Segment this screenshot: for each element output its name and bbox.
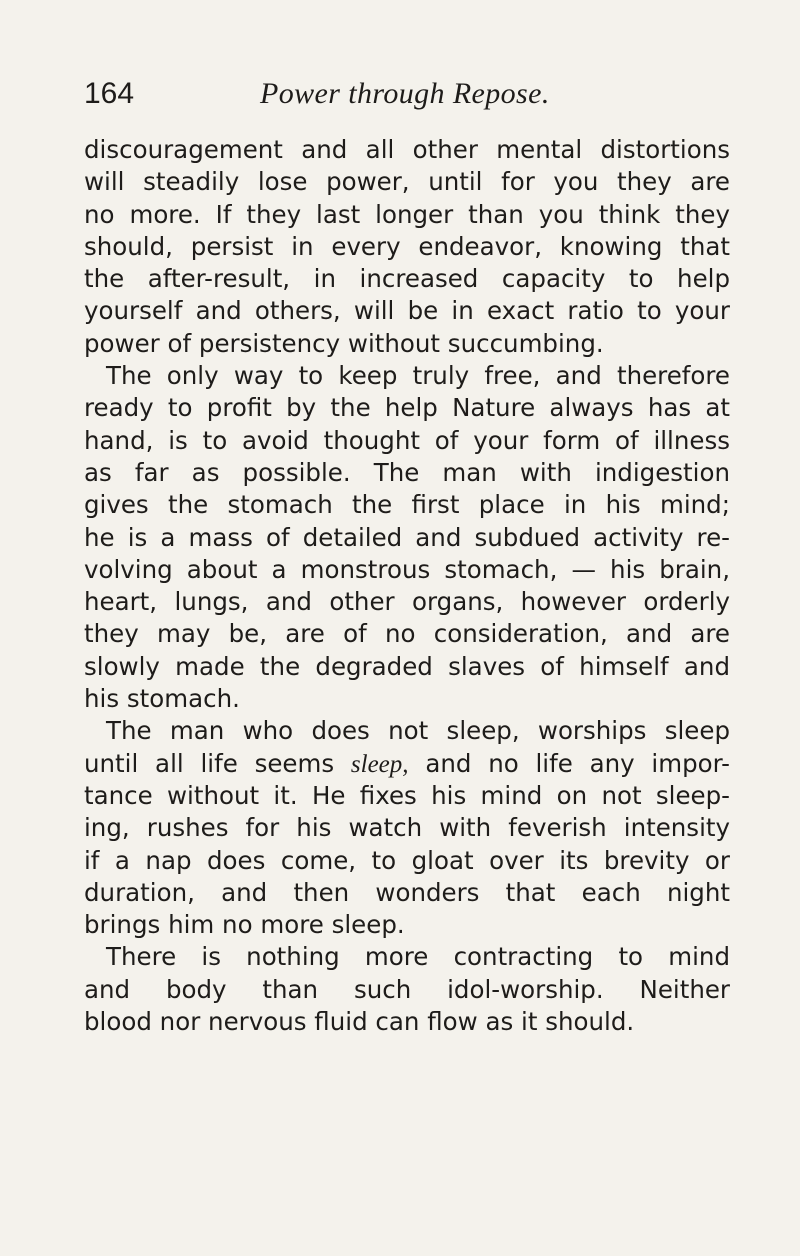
page-number: 164 (84, 77, 135, 110)
text-line: the after-result, in increased capacity to help (84, 264, 730, 294)
text-line: ing, rushes for his watch with feverish intensity (84, 813, 730, 843)
text-line: tance without it. He fixes his mind on not sleep- (84, 780, 730, 810)
text-line: There is nothing more contracting to mind (106, 942, 730, 972)
text-line: they may be, are of no consideration, and are (84, 619, 730, 649)
page-header (84, 70, 716, 118)
text-line: The man who does not sleep, worships sleep (106, 716, 730, 746)
text-line: ready to profit by the help Nature always has at (84, 393, 730, 423)
text-line: duration, and then wonders that each night (84, 877, 730, 907)
text-line: discouragement and all other mental distortions (84, 135, 730, 164)
text-line: if a nap does come, to gloat over its brevity or (84, 845, 730, 875)
text-line: hand, is to avoid thought of your form of illness (84, 425, 730, 455)
body-text (84, 134, 730, 1038)
text-line: and body than such idol-worship. Neither (84, 974, 730, 1004)
text-line: will steadily lose power, until for you they are (84, 167, 730, 197)
text-line: gives the stomach the first place in his mind; (84, 490, 730, 520)
text-line: heart, lungs, and other organs, however orderly (84, 587, 730, 617)
text-line: as far as possible. The man with indigestion (84, 457, 730, 487)
text-run: and no life any impor- (408, 748, 730, 778)
text-line (84, 748, 730, 780)
running-title: Power through Repose. (260, 77, 550, 110)
text-line: volving about a monstrous stomach, — his brain, (84, 554, 730, 584)
text-line: blood nor nervous fluid can flow as it should. (84, 1007, 635, 1037)
text-line: no more. If they last longer than you think they (84, 199, 730, 229)
text-line: The only way to keep truly free, and therefore (106, 361, 730, 391)
text-line: power of persistency without succumbing. (84, 328, 604, 358)
text-line: yourself and others, will be in exact ratio to your (84, 296, 730, 326)
emphasized-word: sleep, (350, 750, 409, 778)
text-run: until all life seems (84, 748, 351, 778)
text-line: should, persist in every endeavor, knowing that (84, 231, 730, 261)
text-line: his stomach. (84, 684, 240, 714)
text-line: slowly made the degraded slaves of himself and (84, 651, 730, 681)
text-line: he is a mass of detailed and subdued activity re- (84, 522, 730, 552)
text-line: brings him no more sleep. (84, 910, 405, 940)
